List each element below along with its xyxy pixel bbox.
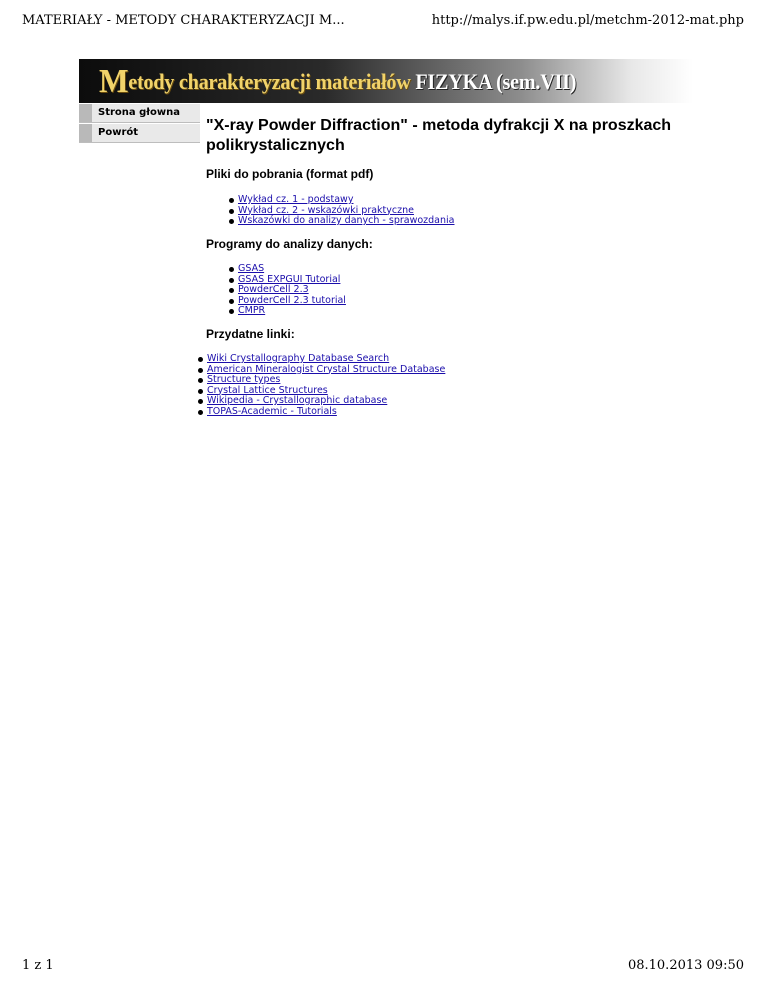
useful-link-structure-types[interactable]: Structure types (207, 374, 281, 385)
nav-item-label[interactable]: Powrót (98, 127, 139, 138)
useful-link-american-mineralogist[interactable]: American Mineralogist Crystal Structure Database (207, 363, 446, 375)
useful-link-crystal-lattice[interactable]: Crystal Lattice Structures (207, 384, 328, 396)
section-heading-programs: Programy do analizy danych: (206, 237, 373, 251)
banner-initial: M (99, 63, 129, 100)
print-header-title: MATERIAŁY - METODY CHARAKTERYZACJI M... (22, 13, 345, 28)
list-item (207, 407, 445, 418)
program-link-gsas[interactable]: GSAS (238, 263, 265, 274)
nav-item-home[interactable] (79, 104, 200, 123)
print-header-url: http://malys.if.pw.edu.pl/metchm-2012-mat.php (431, 13, 744, 28)
site-banner (79, 59, 693, 103)
nav-item-label[interactable]: Strona głowna (98, 107, 180, 118)
nav-item-tab (79, 104, 92, 122)
useful-link-wikipedia-crystallographic[interactable]: Wikipedia - Crystallographic database (207, 395, 388, 406)
banner-title (99, 63, 576, 101)
programs-list (238, 264, 346, 317)
downloads-list (238, 195, 454, 227)
useful-link-topas-academic[interactable]: TOPAS-Academic - Tutorials (207, 405, 337, 417)
download-link-guidelines[interactable]: Wskazówki do analizy danych - sprawozdania (238, 215, 455, 226)
banner-subtitle: FIZYKA (sem.VII) (415, 69, 577, 94)
nav-item-tab (79, 124, 92, 142)
section-heading-useful-links: Przydatne linki: (206, 327, 295, 341)
page-number: 1 z 1 (22, 958, 54, 973)
list-item (238, 216, 454, 227)
page-title: "X-ray Powder Diffraction" - metoda dyfrakcji X na proszkach polikrystalicznych (206, 117, 672, 154)
program-link-powdercell-tutorial[interactable]: PowderCell 2.3 tutorial (238, 294, 346, 306)
list-item (238, 306, 346, 317)
program-link-expgui-tutorial[interactable]: GSAS EXPGUI Tutorial (238, 273, 341, 285)
print-header (22, 13, 744, 28)
useful-link-wiki-crystallography[interactable]: Wiki Crystallography Database Search (207, 353, 390, 364)
nav-item-back[interactable] (79, 124, 200, 143)
banner-title-text: etody charakteryzacji materiałów (128, 69, 411, 94)
program-link-cmpr[interactable]: CMPR (238, 305, 266, 316)
download-link-lecture1[interactable]: Wykład cz. 1 - podstawy (238, 194, 354, 205)
print-datetime: 08.10.2013 09:50 (627, 958, 744, 973)
download-link-lecture2[interactable]: Wykład cz. 2 - wskazówki praktyczne (238, 204, 414, 216)
main-content (206, 116, 726, 156)
useful-links-list (207, 354, 445, 417)
program-link-powdercell[interactable]: PowderCell 2.3 (238, 284, 309, 295)
print-footer (22, 958, 744, 973)
sidebar-nav (79, 104, 200, 144)
section-heading-downloads: Pliki do pobrania (format pdf) (206, 167, 374, 181)
